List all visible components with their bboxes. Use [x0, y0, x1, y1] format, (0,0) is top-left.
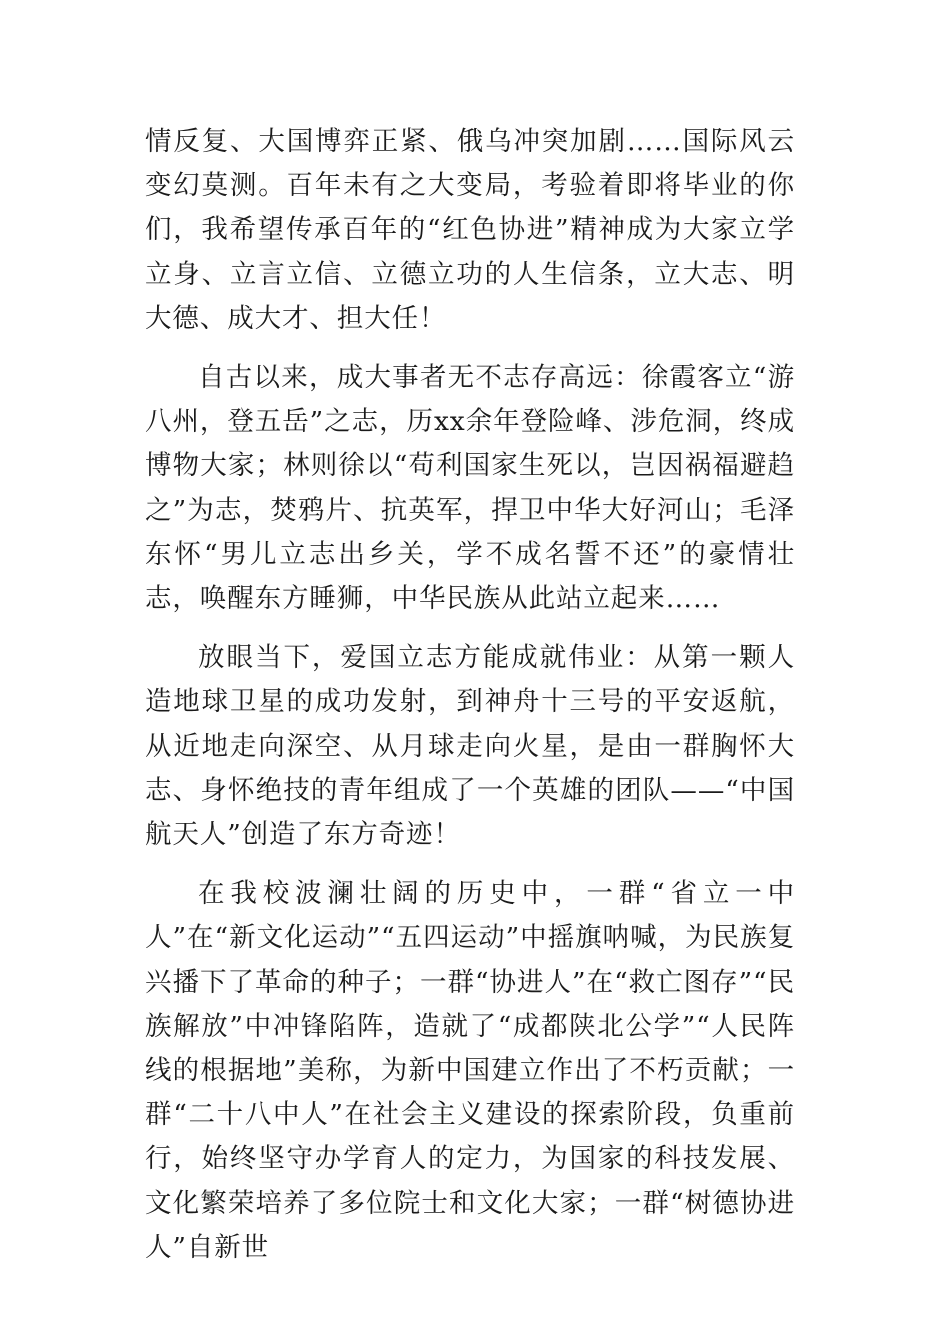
- paragraph-2: 自古以来，成大事者无不志存高远：徐霞客立“游八州，登五岳”之志，历xx余年登险峰、涉危洞，终成博物大家；林则徐以“苟利国家生死以，岂因祸福避趋之”为志，焚鸦片、抗英军，捍卫中华大好河山；毛泽东怀“男儿立志出乡关，学不成名誓不还”的豪情壮志，唤醒东方睡狮，中华民族从此站立起来……: [145, 362, 795, 615]
- document-body: [145, 120, 795, 1285]
- paragraph-1: 情反复、大国博弈正紧、俄乌冲突加剧……国际风云变幻莫测。百年未有之大变局，考验着即将毕业的你们，我希望传承百年的“红色协进”精神成为大家立学立身、立言立信、立德立功的人生信条，立大志、明大德、成大才、担大任！: [145, 126, 795, 334]
- paragraph-3: 放眼当下，爱国立志方能成就伟业：从第一颗人造地球卫星的成功发射，到神舟十三号的平安返航，从近地走向深空、从月球走向火星，是由一群胸怀大志、身怀绝技的青年组成了一个英雄的团队——“中国航天人”创造了东方奇迹！: [145, 642, 795, 851]
- paragraph-4: 在我校波澜壮阔的历史中，一群“省立一中人”在“新文化运动”“五四运动”中摇旗呐喊，为民族复兴播下了革命的种子；一群“协进人”在“救亡图存”“民族解放”中冲锋陷阵，造就了“成都陕北公学”“人民阵线的根据地”美称，为新中国建立作出了不朽贡献；一群“二十八中人”在社会主义建设的探索阶段，负重前行，始终坚守办学育人的定力，为国家的科技发展、文化繁荣培养了多位院士和文化大家；一群“树德协进人”自新世: [145, 878, 795, 1263]
